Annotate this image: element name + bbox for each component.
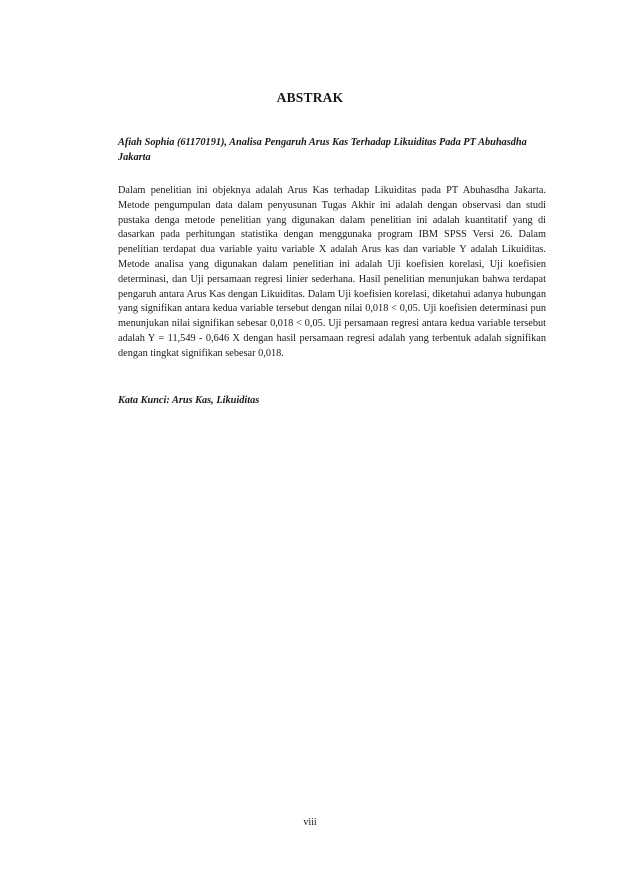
- page-number: viii: [303, 817, 317, 828]
- author-title-line: Afiah Sophia (61170191), Analisa Pengaruh Arus Kas Terhadap Likuiditas Pada PT Abuhasdha Jakarta: [118, 137, 527, 163]
- abstract-title: ABSTRAK: [276, 90, 344, 105]
- keywords-line: Kata Kunci: Arus Kas, Likuiditas: [118, 395, 260, 406]
- abstract-body-paragraph: Dalam penelitian ini objeknya adalah Arus Kas terhadap Likuiditas pada PT Abuhasdha Jakarta. Metode pengumpulan data dalam penyusunan Tugas Akhir ini adalah dengan observasi dan studi pustaka denga metode penelitian yang digunakan dalam penelitian ini adalah kuantitatif yang di dasarkan pada perhitungan statistika dengan menggunaka program IBM SPSS Versi 26. Dalam penelitian terdapat dua variable yaitu variable X adalah Arus kas dan variable Y adalah Likuiditas. Metode analisa yang digunakan dalam penelitian ini adalah Uji koefisien korelasi, Uji koefisien determinasi, dan Uji persamaan regresi linier sederhana. Hasil penelitian menunjukan bahwa terdapat pengaruh antara Arus Kas dengan Likuiditas. Dalam Uji koefisien korelasi, diketahui adanya hubungan yang signifikan antara kedua variable tersebut dengan nilai 0,018 < 0,05. Uji koefisien determinasi pun menunjukan nilai signifikan sebesar 0,018 < 0,05. Uji persamaan regresi antara kedua variable tersebut adalah Y = 11,549 - 0,646 X dengan hasil persamaan regresi adalah yang terbentuk adalah signifikan dengan tingkat signifikan sebesar 0,018.: [118, 185, 546, 359]
